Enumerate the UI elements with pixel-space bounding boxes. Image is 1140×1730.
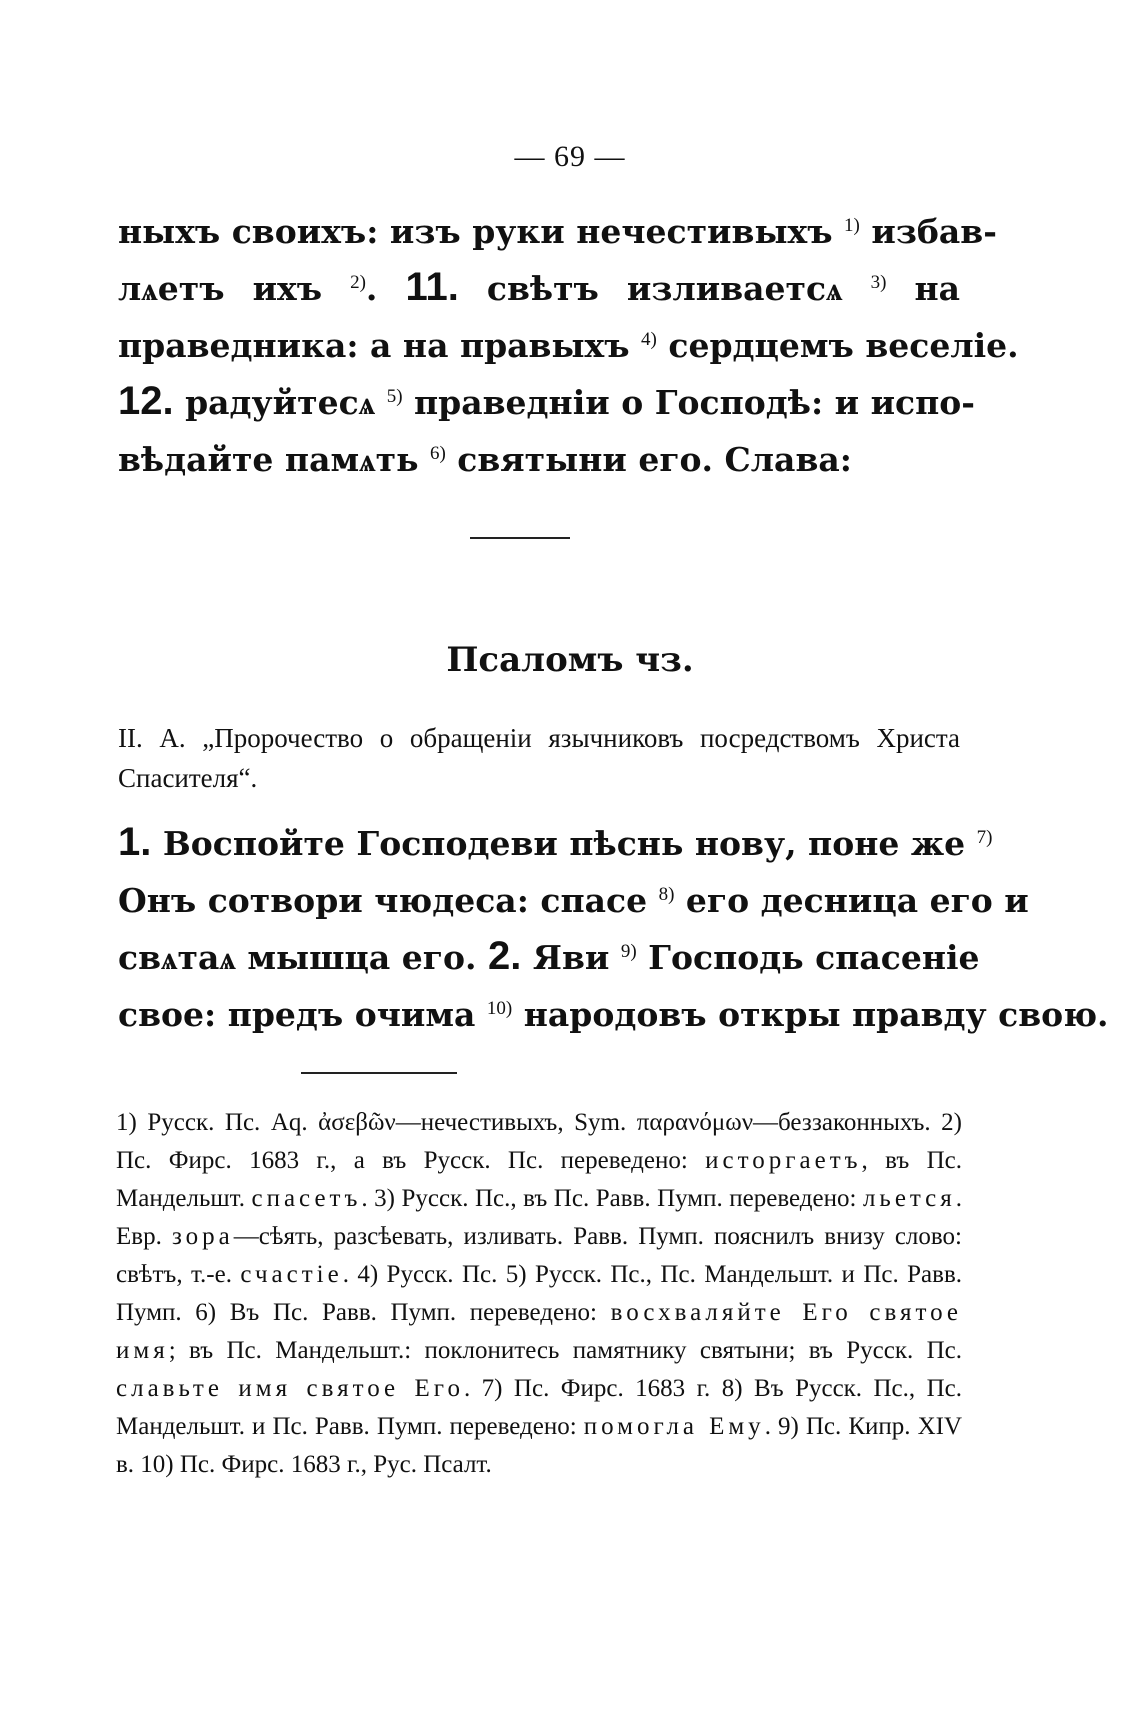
text-span: сердцемъ веселіе. bbox=[656, 326, 1019, 365]
text-span: Онъ сотвори чюдеса: спасе bbox=[118, 881, 659, 920]
text-line bbox=[118, 926, 980, 983]
text-span: свѧтаѧ мышца его. bbox=[118, 938, 489, 977]
text-line bbox=[118, 812, 993, 869]
footnote-ref: 5) bbox=[386, 386, 403, 407]
footnote-ref: 8) bbox=[658, 884, 675, 905]
text-line bbox=[118, 200, 997, 257]
footnote-text: —сѣять, разсѣевать, изливать. Равв. Пумп. пояснилъ внизу слово: свѣтъ, т.-е. bbox=[116, 1223, 962, 1288]
text-span: . bbox=[365, 269, 406, 308]
footnote-emphasis: счастіе bbox=[240, 1261, 343, 1288]
text-line bbox=[118, 428, 960, 485]
footnote-ref: 7) bbox=[976, 827, 993, 848]
footnote-ref: 2) bbox=[350, 272, 366, 293]
text-span: на bbox=[886, 269, 960, 308]
footnote-emphasis: славьте имя святое Его bbox=[116, 1375, 464, 1402]
psalm-title: Псаломъ чз. bbox=[446, 640, 694, 680]
text-span: Господь спасеніе bbox=[636, 938, 980, 977]
footnote-ref: 10) bbox=[486, 998, 513, 1019]
footnote-text: 1) Русск. Пс. Aq. ἀσεβῶν—нечестивыхъ, Sym. παρανόμων—беззаконныхъ. 2) Пс. Фирс. 1683 г., а въ Русск. Пс. переведено: bbox=[116, 1109, 962, 1174]
text-span: Яви bbox=[521, 938, 621, 977]
footnote-emphasis: зора bbox=[171, 1223, 234, 1250]
footnote-ref: 1) bbox=[844, 215, 860, 236]
footnote-ref: 3) bbox=[870, 272, 887, 293]
text-span: свѣтъ изливаетсѧ bbox=[458, 269, 871, 308]
footnote-ref: 6) bbox=[429, 443, 446, 464]
footnote-ref: 9) bbox=[620, 941, 637, 962]
psalm-96-end bbox=[118, 200, 1019, 485]
footnote-divider bbox=[301, 1072, 457, 1074]
footnote-emphasis: исторгаетъ bbox=[705, 1147, 862, 1174]
text-span: святыни его. Слава: bbox=[445, 440, 852, 479]
footnote-emphasis: помогла Ему bbox=[583, 1413, 765, 1440]
text-span: свое: предъ очима bbox=[118, 995, 487, 1034]
text-span: народовъ откры правду свою. bbox=[512, 995, 1109, 1034]
footnote-emphasis: восхваляйте Его святое имя bbox=[116, 1299, 962, 1364]
footnote-ref: 4) bbox=[641, 329, 657, 350]
text-span: лѧетъ ихъ bbox=[118, 269, 351, 308]
footnote-emphasis: спасетъ bbox=[251, 1185, 362, 1212]
verse-number: 2. bbox=[488, 934, 522, 978]
footnotes bbox=[116, 1104, 962, 1484]
text-line bbox=[118, 314, 1019, 371]
verse-number: 11. bbox=[405, 265, 459, 309]
footnote-text: , въ Пс. Мандельшт. bbox=[116, 1147, 962, 1212]
text-span: его десница его и bbox=[674, 881, 1029, 920]
footnote-text: . 4) Русск. Пс. 5) Русск. Пс., Пс. Мандельшт. и Пс. Равв. Пумп. 6) Въ Пс. Равв. Пумп. переведено: bbox=[116, 1261, 962, 1326]
text-span: ныхъ своихъ: изъ руки нечестивыхъ bbox=[118, 212, 845, 251]
psalm-97-start bbox=[118, 812, 1109, 1040]
text-span: избав- bbox=[859, 212, 997, 251]
footnote-text: . 3) Русск. Пс., въ Пс. Равв. Пумп. переведено: bbox=[361, 1185, 863, 1212]
text-span: Воспойте Господеви пѣснь нову, поне же bbox=[151, 824, 977, 863]
text-span: радуйтесѧ bbox=[173, 383, 387, 422]
text-span: праведника: а на правыхъ bbox=[118, 326, 642, 365]
verse-number: 12. bbox=[118, 379, 174, 423]
text-span: праведніи о Господѣ: и испо- bbox=[402, 383, 976, 422]
verse-number: 1. bbox=[118, 820, 152, 864]
footnote-emphasis: льется bbox=[862, 1185, 956, 1212]
text-span: вѣдайте памѧть bbox=[118, 440, 430, 479]
section-divider bbox=[470, 537, 570, 539]
text-line bbox=[118, 371, 976, 428]
text-line bbox=[118, 869, 1029, 926]
footnote-text: ; въ Пс. Мандельшт.: поклонитесь памятнику святыни; въ Русск. Пс. bbox=[168, 1337, 962, 1364]
text-line bbox=[118, 983, 1109, 1040]
page-number: — 69 — bbox=[514, 140, 626, 173]
footnote-text: . 9) Пс. Кипр. XIV в. 10) Пс. Фирс. 1683 г., Рус. Псалт. bbox=[116, 1413, 963, 1478]
text-line bbox=[118, 257, 960, 314]
footnote-text: . 7) Пс. Фирс. 1683 г. 8) Въ Русск. Пс., Пс. Мандельшт. и Пс. Равв. Пумп. переведено: bbox=[116, 1375, 962, 1440]
psalm-summary: II. А. „Пророчество о обращеніи язычниковъ посредствомъ Христа Спасителя“. bbox=[118, 723, 960, 793]
footnote-text: . Евр. bbox=[116, 1185, 962, 1250]
